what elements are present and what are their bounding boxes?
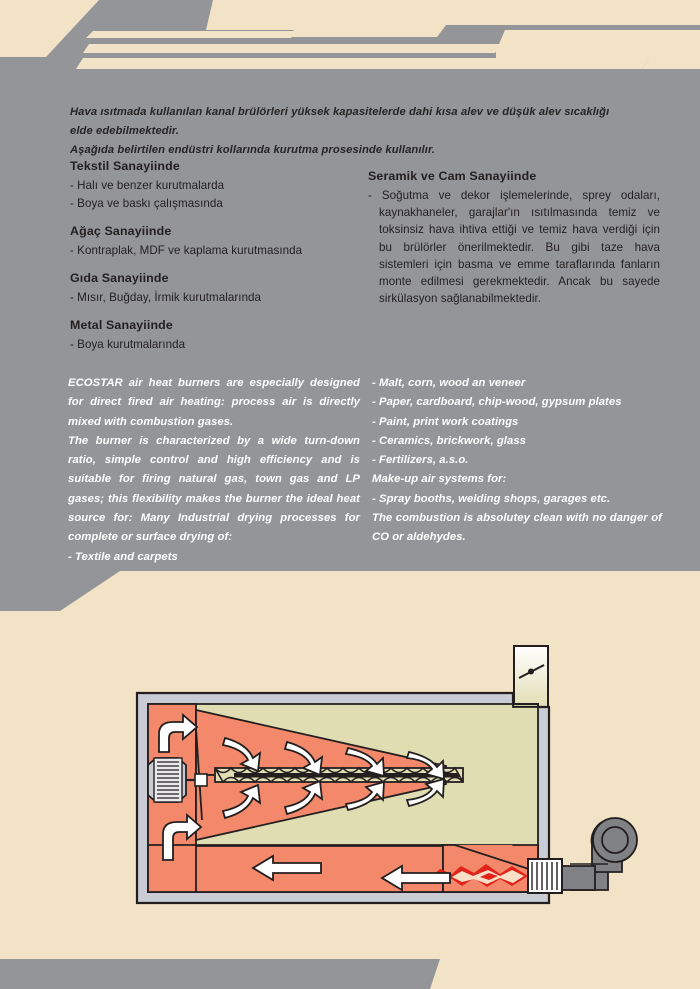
sector-block-agac bbox=[70, 223, 360, 259]
sector-item: - Mısır, Buğday, İrmik kurutmalarında bbox=[70, 291, 262, 304]
intro-line-2: Aşağıda belirtilen endüstri kollarında kurutma prosesinde kullanılır. bbox=[70, 144, 435, 156]
english-paragraph-1: ECOSTAR air heat burners are especially designed for direct fired air heating: process air is directly mixed with combustion gases. bbox=[68, 377, 360, 428]
chimney-stack bbox=[514, 646, 548, 708]
sector-heading: Metal Sanayiinde bbox=[70, 318, 173, 332]
sector-item: - Boya kurutmalarında bbox=[70, 338, 186, 351]
sector-column-left bbox=[70, 158, 360, 354]
sector-block-gida bbox=[70, 270, 360, 306]
sector-heading: Tekstil Sanayiinde bbox=[70, 159, 180, 173]
sector-item: - Halı ve benzer kurutmalarda bbox=[70, 179, 225, 192]
sector-heading: Seramik ve Cam Sanayiinde bbox=[368, 169, 537, 183]
sector-heading: Ağaç Sanayiinde bbox=[70, 224, 172, 238]
intro-line-1: Hava ısıtmada kullanılan kanal brülörleri yüksek kapasitelerde dahi kısa alev ve düşük alev sıcaklığı elde edebilmektedir. bbox=[70, 106, 610, 137]
diagram-clean bbox=[137, 693, 637, 903]
burner-head bbox=[528, 859, 562, 893]
intro-paragraph bbox=[70, 103, 635, 160]
english-list-item: - Fertilizers, a.s.o. bbox=[372, 454, 469, 467]
sector-block-metal bbox=[70, 317, 360, 353]
heat-exchanger-tubes bbox=[215, 768, 463, 782]
sector-item: - Boya ve baskı çalışmasında bbox=[70, 197, 223, 210]
sector-block-tekstil bbox=[70, 158, 360, 212]
english-list-item: - Spray booths, welding shops, garages etc. bbox=[372, 492, 611, 505]
sector-item: - Kontraplak, MDF ve kaplama kurutmasında bbox=[70, 244, 303, 257]
sector-body: - Soğutma ve dekor işlemelerinde, sprey odaları, kaynakhaneler, garajlar'ın ısıtılmasında temiz ve toksinsiz hava ihtiva ettiği ve temiz hava verdiği için bu brülörler önerilmektedir. Bu gibi taze hava sistemleri için basma ve emme taraflarında fanların monte edilmesi gerekmektedir. Ancak bu sayede sirkülasyon sağlanabilmektedir. bbox=[368, 189, 660, 306]
sector-column-right bbox=[368, 168, 660, 307]
english-paragraph-2: The burner is characterized by a wide turn-down ratio, simple control and high efficiency and is suitable for firing natural gas, town gas and LP gases; this flexibility makes the burner the ideal heat source for: Many Industrial drying processes for complete or surface drying of: bbox=[68, 434, 360, 544]
english-column-right bbox=[372, 374, 662, 548]
sector-heading: Gıda Sanayiinde bbox=[70, 271, 169, 285]
english-list-item: - Textile and carpets bbox=[68, 550, 178, 563]
english-list-item: - Paint, print work coatings bbox=[372, 415, 519, 428]
english-column-left bbox=[68, 374, 360, 567]
english-list-item: Make-up air systems for: bbox=[372, 473, 507, 486]
english-list-item: - Ceramics, brickwork, glass bbox=[372, 434, 526, 447]
english-list-item: - Malt, corn, wood an veneer bbox=[372, 377, 526, 389]
english-closing: The combustion is absolutey clean with no danger of CO or aldehydes. bbox=[372, 512, 662, 544]
english-list-item: - Paper, cardboard, chip-wood, gypsum plates bbox=[372, 396, 622, 409]
